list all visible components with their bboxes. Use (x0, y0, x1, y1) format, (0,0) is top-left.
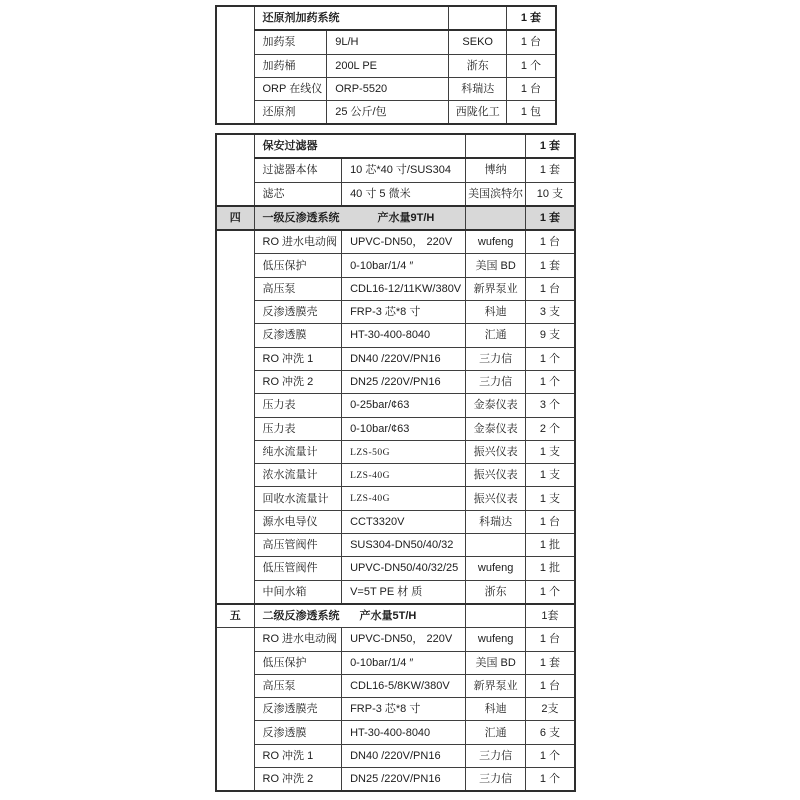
specification-text: HT-30-400-8040 (350, 329, 431, 342)
quantity-text: 1 个 (539, 749, 560, 762)
cell-quantity (526, 158, 575, 182)
cell-specification (342, 230, 466, 254)
cell-section-title (254, 604, 466, 628)
cell-item-name: 高压泵 (254, 277, 342, 300)
cell-specification (342, 580, 466, 604)
cell-item-name: RO 冲洗 2 (254, 370, 342, 393)
cell-quantity (507, 30, 556, 54)
cell-specification (327, 54, 449, 77)
cell-quantity (526, 254, 575, 277)
table-row (216, 158, 575, 182)
cell-brand: 科瑞达 (466, 510, 526, 533)
quantity-text: 1 台 (539, 679, 560, 692)
quantity-text: 2支 (541, 703, 559, 716)
cell-quantity (526, 277, 575, 300)
cell-quantity (526, 370, 575, 393)
specification-text: FRP-3 芯*8 寸 (350, 703, 421, 716)
cell-specification (342, 301, 466, 324)
table-row (216, 30, 556, 54)
cell-specification (342, 510, 466, 533)
table-row (216, 628, 575, 651)
quantity-text: 6 支 (539, 726, 560, 739)
table-row (216, 101, 556, 125)
cell-brand: 三力信 (466, 347, 526, 370)
cell-quantity (526, 628, 575, 651)
cell-specification (342, 768, 466, 792)
quantity-text: 1 支 (539, 445, 560, 458)
specification-text: 9L/H (335, 36, 359, 49)
specification-text: UPVC-DN50， 220V (350, 633, 453, 646)
cell-specification (342, 721, 466, 744)
specification-text: ORP-5520 (335, 82, 388, 95)
quantity-text: 1 套 (539, 656, 560, 669)
cell-brand: 振兴仪表 (466, 464, 526, 487)
quantity-text: 1 支 (539, 469, 560, 482)
cell-brand: wufeng (466, 230, 526, 254)
cell-quantity (526, 604, 575, 628)
cell-specification (342, 277, 466, 300)
specification-text: DN25 /220V/PN16 (350, 773, 441, 786)
cell-quantity (526, 206, 575, 230)
specification-text: DN40 /220V/PN16 (350, 749, 441, 762)
cell-quantity (526, 347, 575, 370)
specification-text: SUS304-DN50/40/32 (350, 539, 454, 552)
cell-brand (466, 534, 526, 557)
cell-quantity (507, 77, 556, 100)
table-row (216, 674, 575, 697)
table-row (216, 347, 575, 370)
cell-item-name: 回收水流量计 (254, 487, 342, 510)
table-row (216, 534, 575, 557)
quantity-text: 10 支 (536, 187, 564, 200)
specification-text: 0-10bar/1/4 ″ (350, 259, 414, 272)
cell-item-name: RO 冲洗 1 (254, 744, 342, 767)
cell-quantity (507, 6, 556, 30)
filter-and-ro-systems-table (215, 133, 576, 792)
cell-specification (342, 628, 466, 651)
cell-quantity (526, 557, 575, 580)
quantity-text: 1 套 (520, 12, 542, 25)
quantity-text: 9 支 (539, 329, 560, 342)
cell-brand: 浙东 (466, 580, 526, 604)
quantity-text: 1 台 (520, 82, 542, 95)
cell-brand: 振兴仪表 (466, 440, 526, 463)
quantity-text: 1 台 (539, 282, 560, 295)
cell-brand (466, 206, 526, 230)
specification-text: FRP-3 芯*8 寸 (350, 306, 421, 319)
cell-quantity (526, 721, 575, 744)
cell-item-name: RO 冲洗 2 (254, 768, 342, 792)
cell-item-name: RO 进水电动阀 (254, 230, 342, 254)
specification-text: 40 寸 5 微米 (350, 187, 411, 200)
cell-brand: 博纳 (466, 158, 526, 182)
cell-quantity (526, 394, 575, 417)
cell-section-number (216, 6, 254, 124)
cell-item-name: 加药桶 (254, 54, 327, 77)
cell-specification (342, 158, 466, 182)
table-row (216, 651, 575, 674)
cell-item-name: 低压保护 (254, 651, 342, 674)
cell-item-name: ORP 在线仪 (254, 77, 327, 100)
table-row (216, 54, 556, 77)
quantity-text: 1 套 (539, 164, 560, 177)
cell-specification (342, 557, 466, 580)
specification-text: 200L PE (335, 59, 377, 72)
cell-brand: 西陇化工 (449, 101, 507, 125)
quantity-text: 1 台 (539, 236, 560, 249)
cell-item-name: 压力表 (254, 394, 342, 417)
cell-brand: 美国滨特尔 (466, 182, 526, 206)
cell-specification (342, 674, 466, 697)
cell-specification (342, 347, 466, 370)
specification-text: UPVC-DN50， 220V (350, 236, 453, 249)
specification-text: 10 芯*40 寸/SUS304 (350, 164, 451, 177)
cell-brand: wufeng (466, 628, 526, 651)
cell-brand: 美国 BD (466, 651, 526, 674)
cell-specification (327, 77, 449, 100)
table-row (216, 417, 575, 440)
cell-brand: 汇通 (466, 721, 526, 744)
cell-brand: 振兴仪表 (466, 487, 526, 510)
specification-text: LZS-40G (350, 494, 390, 505)
cell-item-name: 高压泵 (254, 674, 342, 697)
cell-brand: 科迪 (466, 698, 526, 721)
cell-section-number (216, 628, 254, 792)
cell-specification (342, 254, 466, 277)
cell-specification (342, 698, 466, 721)
cell-brand: 三力信 (466, 744, 526, 767)
specification-text: 0-10bar/¢63 (350, 422, 410, 435)
section-row (216, 134, 575, 158)
specification-text: DN25 /220V/PN16 (350, 376, 441, 389)
cell-specification (342, 464, 466, 487)
section-title-text: 一级反渗透系统 (262, 211, 340, 224)
quantity-text: 1 个 (539, 376, 560, 389)
quantity-text: 1 套 (539, 211, 560, 224)
table-row (216, 464, 575, 487)
specification-text: 0-25bar/¢63 (350, 399, 410, 412)
quantity-text: 1 包 (520, 106, 542, 119)
table-row (216, 510, 575, 533)
quantity-text: 1 台 (520, 36, 542, 49)
cell-quantity (526, 580, 575, 604)
cell-item-name: 还原剂 (254, 101, 327, 125)
cell-item-name: 源水电导仪 (254, 510, 342, 533)
table-row (216, 277, 575, 300)
cell-quantity (526, 230, 575, 254)
cell-quantity (526, 440, 575, 463)
specification-text: 25 公斤/包 (335, 106, 387, 119)
quantity-text: 1 支 (539, 492, 560, 505)
cell-specification (327, 30, 449, 54)
cell-brand: 科瑞达 (449, 77, 507, 100)
cell-specification (342, 440, 466, 463)
cell-specification (342, 487, 466, 510)
cell-item-name: 压力表 (254, 417, 342, 440)
cell-item-name: 纯水流量计 (254, 440, 342, 463)
cell-item-name: 反渗透膜壳 (254, 301, 342, 324)
table-row (216, 768, 575, 792)
section-subtitle-text: 产水量9T/H (377, 211, 435, 224)
table-row (216, 324, 575, 347)
quantity-text: 1 个 (539, 585, 560, 598)
table-row (216, 487, 575, 510)
cell-quantity (526, 417, 575, 440)
quantity-text: 1 个 (539, 773, 560, 786)
cell-specification (342, 651, 466, 674)
specification-text: CCT3320V (350, 515, 405, 528)
table-row (216, 77, 556, 100)
cell-brand: 三力信 (466, 768, 526, 792)
cell-quantity (526, 487, 575, 510)
quantity-text: 2 个 (539, 422, 560, 435)
cell-quantity (526, 510, 575, 533)
specification-text: V=5T PE 材 质 (350, 585, 423, 598)
cell-brand: wufeng (466, 557, 526, 580)
cell-brand: 汇通 (466, 324, 526, 347)
section-title-text: 保安过滤器 (262, 140, 318, 153)
cell-quantity (526, 698, 575, 721)
specification-text: UPVC-DN50/40/32/25 (350, 562, 459, 575)
cell-quantity (526, 134, 575, 158)
reducing-agent-dosing-system-table (215, 5, 557, 125)
table-row (216, 370, 575, 393)
table-row (216, 744, 575, 767)
cell-brand: 美国 BD (466, 254, 526, 277)
section-title-text: 二级反渗透系统 (262, 610, 340, 623)
cell-brand: 三力信 (466, 370, 526, 393)
table-row (216, 557, 575, 580)
cell-section-title (254, 206, 466, 230)
table-row (216, 182, 575, 206)
cell-section-title (254, 134, 466, 158)
specification-text: LZS-40G (350, 471, 390, 482)
table-row (216, 301, 575, 324)
table-row (216, 230, 575, 254)
section-row (216, 604, 575, 628)
table-row (216, 721, 575, 744)
section-title-text: 还原剂加药系统 (262, 12, 340, 25)
table-row (216, 254, 575, 277)
cell-item-name: 反渗透膜壳 (254, 698, 342, 721)
quantity-text: 1 个 (539, 352, 560, 365)
cell-item-name: 过滤器本体 (254, 158, 342, 182)
quantity-text: 1 批 (539, 539, 560, 552)
cell-specification (342, 324, 466, 347)
cell-item-name: 浓水流量计 (254, 464, 342, 487)
cell-quantity (526, 674, 575, 697)
cell-quantity (507, 101, 556, 125)
specification-text: 0-10bar/1/4 ″ (350, 656, 414, 669)
cell-brand (449, 6, 507, 30)
table-row (216, 698, 575, 721)
cell-section-title (254, 6, 449, 30)
cell-section-number: 五 (216, 604, 254, 628)
section-row (216, 6, 556, 30)
cell-specification (327, 101, 449, 125)
section-subtitle-text: 产水量5T/H (359, 610, 417, 623)
cell-brand: SEKO (449, 30, 507, 54)
cell-item-name: 低压保护 (254, 254, 342, 277)
cell-specification (342, 744, 466, 767)
cell-item-name: 反渗透膜 (254, 721, 342, 744)
cell-quantity (507, 54, 556, 77)
quantity-text: 1 批 (539, 562, 560, 575)
cell-quantity (526, 534, 575, 557)
cell-brand: 科迪 (466, 301, 526, 324)
cell-specification (342, 534, 466, 557)
quantity-text: 1 台 (539, 633, 560, 646)
quantity-text: 1 套 (539, 140, 560, 153)
specification-text: CDL16-5/8KW/380V (350, 679, 450, 692)
cell-quantity (526, 324, 575, 347)
cell-brand (466, 134, 526, 158)
cell-quantity (526, 768, 575, 792)
table-row (216, 394, 575, 417)
cell-quantity (526, 464, 575, 487)
cell-quantity (526, 301, 575, 324)
cell-quantity (526, 651, 575, 674)
specification-text: CDL16-12/11KW/380V (350, 282, 462, 295)
cell-brand: 金泰仪表 (466, 417, 526, 440)
cell-section-number: 四 (216, 206, 254, 230)
cell-item-name: RO 冲洗 1 (254, 347, 342, 370)
specification-text: DN40 /220V/PN16 (350, 352, 441, 365)
quantity-text: 1 台 (539, 515, 560, 528)
cell-brand: 新界泵业 (466, 277, 526, 300)
cell-item-name: 高压管阀件 (254, 534, 342, 557)
cell-quantity (526, 744, 575, 767)
cell-section-number (216, 134, 254, 206)
quantity-text: 1套 (541, 610, 559, 623)
quantity-text: 1 个 (520, 59, 542, 72)
cell-specification (342, 417, 466, 440)
quantity-text: 3 支 (539, 306, 560, 319)
cell-item-name: 加药泵 (254, 30, 327, 54)
quantity-text: 1 套 (539, 259, 560, 272)
cell-brand: 金泰仪表 (466, 394, 526, 417)
table-row (216, 580, 575, 604)
table-row (216, 440, 575, 463)
cell-item-name: 低压管阀件 (254, 557, 342, 580)
cell-item-name: 中间水箱 (254, 580, 342, 604)
cell-item-name: 反渗透膜 (254, 324, 342, 347)
cell-brand: 浙东 (449, 54, 507, 77)
cell-specification (342, 182, 466, 206)
cell-brand (466, 604, 526, 628)
cell-item-name: 滤芯 (254, 182, 342, 206)
quantity-text: 3 个 (539, 399, 560, 412)
section-row (216, 206, 575, 230)
cell-quantity (526, 182, 575, 206)
cell-item-name: RO 进水电动阀 (254, 628, 342, 651)
specification-text: HT-30-400-8040 (350, 726, 431, 739)
cell-section-number (216, 230, 254, 604)
specification-text: LZS-50G (350, 447, 390, 458)
cell-specification (342, 394, 466, 417)
cell-brand: 新界泵业 (466, 674, 526, 697)
cell-specification (342, 370, 466, 393)
